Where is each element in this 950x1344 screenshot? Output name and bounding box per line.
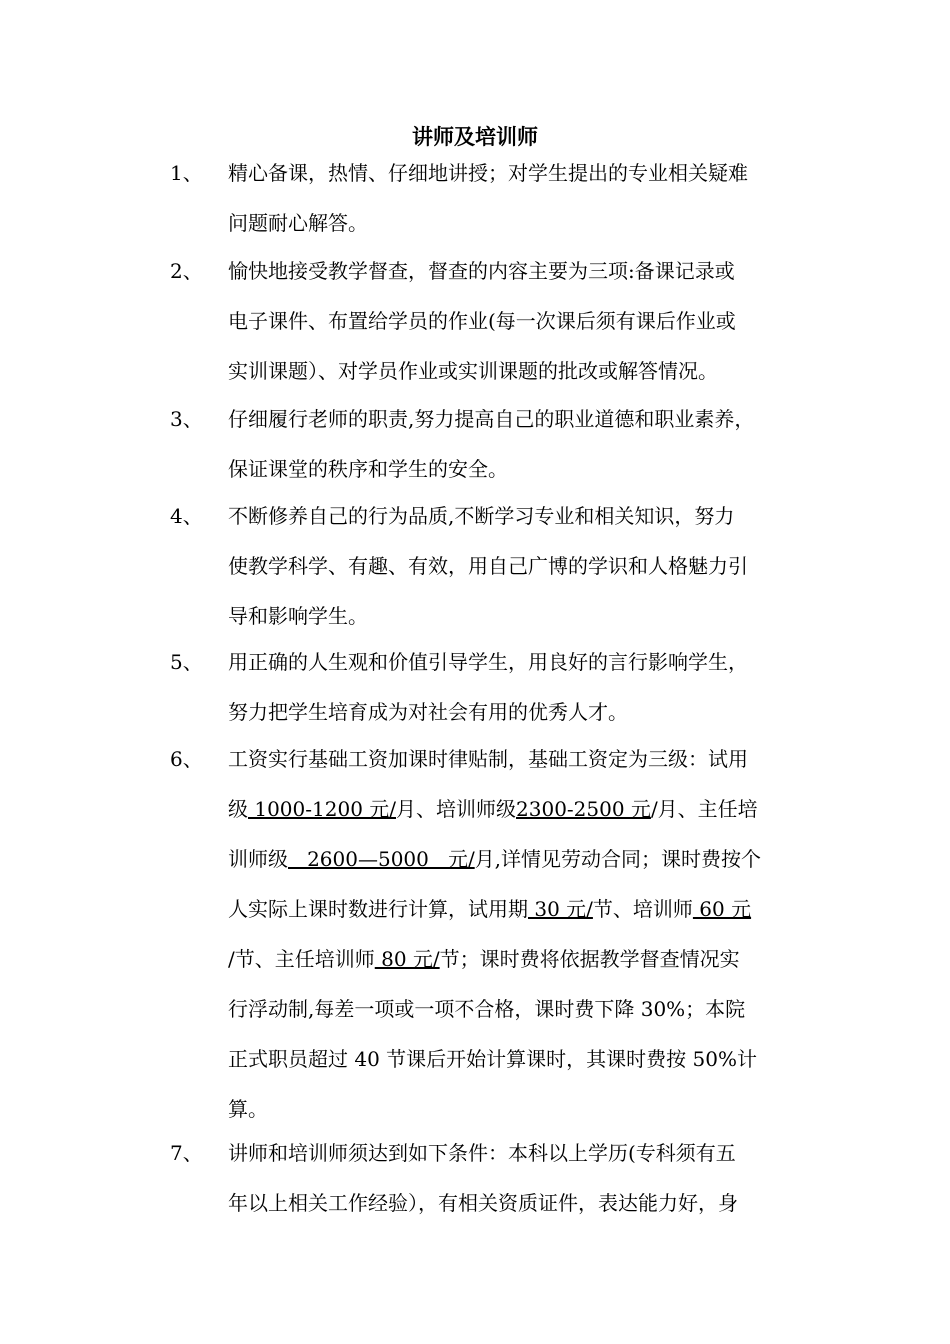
item-text [228, 394, 813, 494]
underlined-value: 2300-2500 元 [516, 797, 651, 821]
text-line: 精心备课，热情、仔细地讲授；对学生提出的专业相关疑难 [228, 161, 748, 185]
text-line: 用正确的人生观和价值引导学生，用良好的言行影响学生， [228, 650, 748, 674]
item-text [228, 148, 813, 248]
text-line: 努力把学生培育成为对社会有用的优秀人才。 [228, 700, 628, 724]
text-line: 仔细履行老师的职责,努力提高自己的职业道德和职业素养， [228, 407, 755, 431]
item-number: 2、 [170, 259, 203, 283]
text-line: 导和影响学生。 [228, 604, 368, 628]
text-line: 级 1000-1200 元/月、培训师级2300-2500 元/月、主任培 [228, 797, 758, 821]
item-text [228, 246, 813, 396]
document-title: 讲师及培训师 [412, 125, 538, 149]
item-text [228, 491, 813, 641]
text-line: 算。 [228, 1097, 268, 1121]
text-line: 训师级 2600—5000 元/月,详情见劳动合同；课时费按个 [228, 847, 762, 871]
item-number: 5、 [170, 650, 203, 674]
text-line: 电子课件、布置给学员的作业(每一次课后须有课后作业或 [228, 309, 736, 333]
text-line: 工资实行基础工资加课时律贴制，基础工资定为三级：试用 [228, 747, 748, 771]
item-number: 3、 [170, 407, 203, 431]
text-line: 使教学科学、有趣、有效，用自己广博的学识和人格魅力引 [228, 554, 748, 578]
underlined-value: 1000-1200 元/ [248, 797, 397, 821]
underlined-value: 30 元/ [528, 897, 593, 921]
item-number: 1、 [170, 161, 203, 185]
item-text [228, 734, 813, 1134]
item-number: 7、 [170, 1141, 203, 1165]
text-line: 愉快地接受教学督查，督查的内容主要为三项:备课记录或 [228, 259, 735, 283]
text-line: 不断修养自己的行为品质,不断学习专业和相关知识，努力 [228, 504, 735, 528]
item-number: 6、 [170, 747, 203, 771]
underlined-value: 80 元/ [374, 947, 440, 971]
text-line: /节、主任培训师 80 元/节；课时费将依据教学督查情况实 [228, 947, 740, 971]
text-line: 正式职员超过 40 节课后开始计算课时，其课时费按 50%计 [228, 1047, 757, 1071]
text-line: 问题耐心解答。 [228, 211, 368, 235]
text-line: 行浮动制,每差一项或一项不合格，课时费下降 30%；本院 [228, 997, 746, 1021]
text-line: 保证课堂的秩序和学生的安全。 [228, 457, 508, 481]
item-text [228, 637, 813, 737]
underlined-value: 2600—5000 元/ [288, 847, 475, 871]
text-line: 讲师和培训师须达到如下条件：本科以上学历(专科须有五 [228, 1141, 736, 1165]
text-line: 人实际上课时数进行计算，试用期 30 元/节、培训师 60 元 [228, 897, 752, 921]
underlined-value: 60 元 [692, 897, 752, 921]
text-line: 年以上相关工作经验），有相关资质证件，表达能力好，身 [228, 1191, 738, 1215]
text-line: 实训课题）、对学员作业或实训课题的批改或解答情况。 [228, 359, 718, 383]
item-text [228, 1128, 813, 1228]
item-number: 4、 [170, 504, 203, 528]
